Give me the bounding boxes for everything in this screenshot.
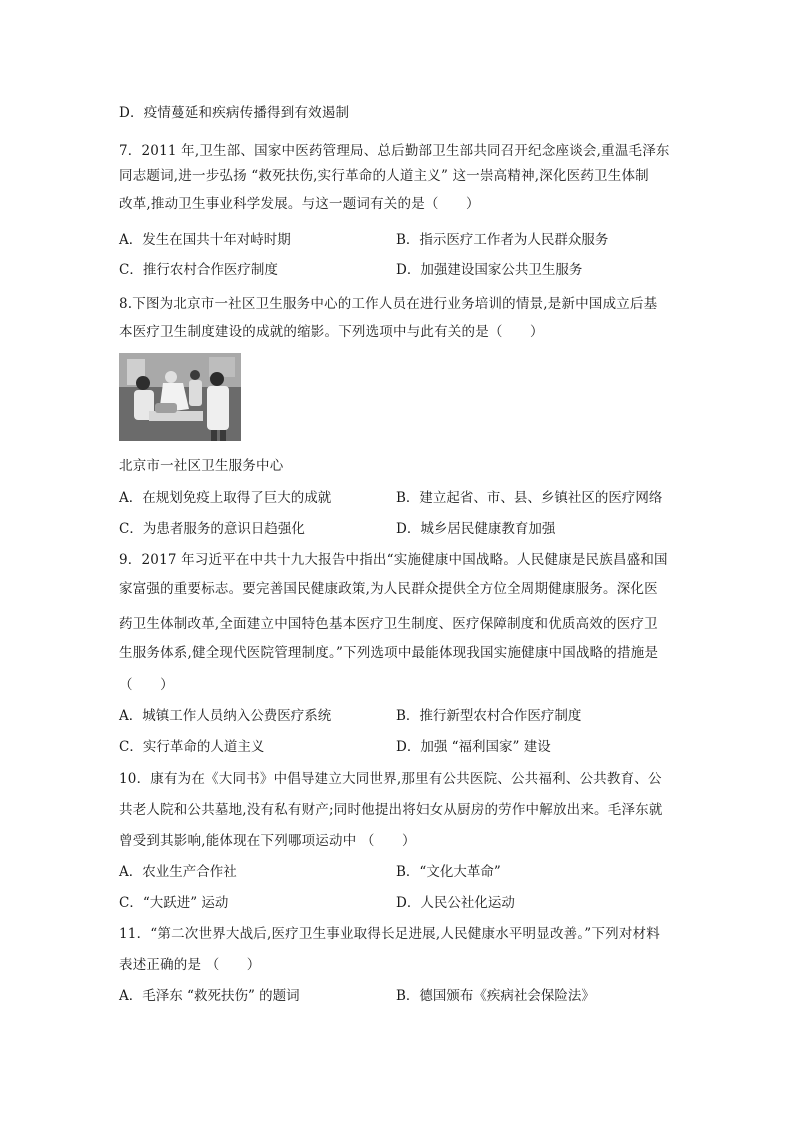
q10-stem-line-1: 10．康有为在《大同书》中倡导建立大同世界,那里有公共医院、公共福利、公共教育、公 bbox=[119, 771, 662, 787]
q9-stem-line-4: 生服务体系,健全现代医院管理制度。”下列选项中最能体现我国实施健康中国战略的措施是 bbox=[119, 645, 659, 661]
q8-option-a: A．在规划免疫上取得了巨大的成就 bbox=[119, 490, 332, 506]
q7-stem-line-1: 7．2011 年,卫生部、国家中医药管理局、总后勤部卫生部共同召开纪念座谈会,重温毛泽东 bbox=[119, 143, 670, 159]
q9-stem-line-3: 药卫生体制改革,全面建立中国特色基本医疗卫生制度、医疗保障制度和优质高效的医疗卫 bbox=[119, 616, 658, 632]
q11-option-b: B．德国颁布《疾病社会保险法》 bbox=[396, 988, 595, 1004]
q8-option-b: B．建立起省、市、县、乡镇社区的医疗网络 bbox=[396, 490, 663, 506]
q9-stem-line-5: （ ） bbox=[119, 677, 174, 693]
q9-option-b: B．推行新型农村合作医疗制度 bbox=[396, 708, 582, 724]
q7-stem-line-2: 同志题词,进一步弘扬 “救死扶伤,实行革命的人道主义” 这一崇高精神,深化医药卫生体制 bbox=[119, 168, 649, 184]
q10-stem-line-3: 曾受到其影响,能体现在下列哪项运动中 （ ） bbox=[119, 833, 416, 849]
q10-stem-line-2: 共老人院和公共墓地,没有私有财产;同时他提出将妇女从厨房的劳作中解放出来。毛泽东就 bbox=[119, 802, 663, 818]
q7-stem-line-3: 改革,推动卫生事业科学发展。与这一题词有关的是（ ） bbox=[119, 196, 480, 212]
q8-stem-line-2: 本医疗卫生制度建设的成就的缩影。下列选项中与此有关的是（ ） bbox=[119, 324, 544, 340]
q11-stem-line-2: 表述正确的是 （ ） bbox=[119, 957, 261, 973]
training-scene-illustration bbox=[119, 353, 241, 441]
q7-option-c: C．推行农村合作医疗制度 bbox=[119, 262, 278, 278]
q9-stem-line-1: 9．2017 年习近平在中共十九大报告中指出“实施健康中国战略。人民健康是民族昌盛和国 bbox=[119, 552, 668, 568]
q8-option-c: C．为患者服务的意识日趋强化 bbox=[119, 521, 305, 537]
q9-option-a: A．城镇工作人员纳入公费医疗系统 bbox=[119, 708, 332, 724]
q7-option-b: B．指示医疗工作者为人民群众服务 bbox=[396, 232, 609, 248]
q10-option-d: D．人民公社化运动 bbox=[396, 895, 515, 911]
q7-option-a: A．发生在国共十年对峙时期 bbox=[119, 232, 291, 248]
q8-option-d: D．城乡居民健康教育加强 bbox=[396, 521, 556, 537]
q9-stem-line-2: 家富强的重要标志。要完善国民健康政策,为人民群众提供全方位全周期健康服务。深化医 bbox=[119, 581, 658, 597]
photo-caption: 北京市一社区卫生服务中心 bbox=[119, 458, 284, 474]
q10-option-a: A．农业生产合作社 bbox=[119, 864, 237, 880]
q11-option-a: A．毛泽东 “救死扶伤” 的题词 bbox=[119, 988, 300, 1004]
q11-stem-line-1: 11．“第二次世界大战后,医疗卫生事业取得长足进展,人民健康水平明显改善。”下列对材料 bbox=[119, 926, 660, 942]
q10-option-c: C．“大跃进” 运动 bbox=[119, 895, 229, 911]
q7-option-d: D．加强建设国家公共卫生服务 bbox=[396, 262, 583, 278]
community-health-center-photo bbox=[119, 353, 241, 441]
q9-option-d: D．加强 “福利国家” 建设 bbox=[396, 739, 551, 755]
q9-option-c: C．实行革命的人道主义 bbox=[119, 739, 265, 755]
q10-option-b: B．“文化大革命” bbox=[396, 864, 501, 880]
q8-stem-line-1: 8.下图为北京市一社区卫生服务中心的工作人员在进行业务培训的情景,是新中国成立后基 bbox=[119, 296, 658, 312]
q6-option-d: D．疫情蔓延和疾病传播得到有效遏制 bbox=[119, 105, 350, 121]
